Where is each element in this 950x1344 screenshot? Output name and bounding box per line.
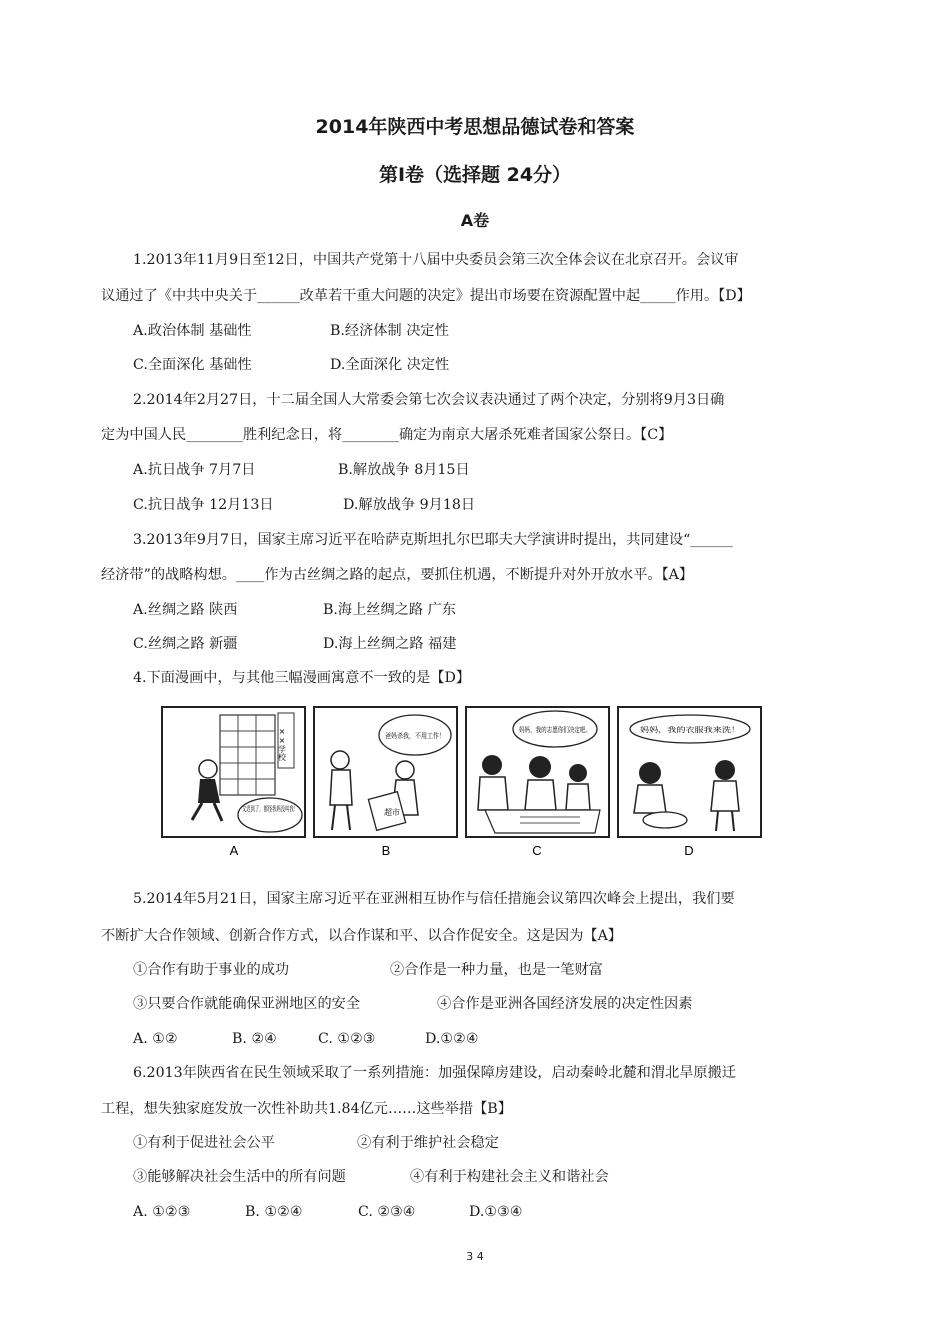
comic-panel-c (466, 707, 609, 837)
q1-line-2: 议通过了《中共中央关于______改革若干重大问题的决定》提出市场要在资源配置中起_____作用。【D】 (101, 288, 751, 304)
panel-c-label: C (532, 843, 542, 858)
q1-option-b: B.经济体制 决定性 (330, 323, 449, 339)
panel-b-label: B (381, 843, 391, 858)
q5-statement-1: ①合作有助于事业的成功 (133, 962, 290, 978)
q5-statement-2: ②合作是一种力量，也是一笔财富 (390, 962, 603, 978)
q6-option-c: C. ②③④ (358, 1204, 416, 1220)
q2-option-d: D.解放战争 9月18日 (343, 497, 476, 513)
q3-option-a: A.丝绸之路 陕西 (133, 602, 238, 618)
q3-option-d: D.海上丝绸之路 福建 (323, 636, 457, 652)
q3-line-1: 3.2013年9月7日，国家主席习近平在哈萨克斯坦扎尔巴耶夫大学演讲时提出，共同建设“______ (133, 532, 733, 548)
q2-option-a: A.抗日战争 7月7日 (133, 462, 256, 478)
q4-line-1: 4.下面漫画中，与其他三幅漫画寓意不一致的是【D】 (133, 670, 471, 686)
q6-option-d: D.①③④ (469, 1204, 523, 1220)
q5-line-2: 不断扩大合作领域、创新合作方式，以合作谋和平、以合作促安全。这是因为【A】 (101, 928, 622, 944)
q1-option-a: A.政治体制 基础性 (133, 323, 252, 339)
q2-option-b: B.解放战争 8月15日 (338, 462, 470, 478)
q3-option-b: B.海上丝绸之路 广东 (323, 602, 456, 618)
q5-option-c: C. ①②③ (318, 1031, 376, 1047)
q6-option-b: B. ①②④ (245, 1204, 303, 1220)
q2-line-2: 定为中国人民________胜利纪念日，将________确定为南京大屠杀死难者国家公祭日。【C】 (101, 427, 673, 443)
q1-option-d: D.全面深化 决定性 (330, 357, 450, 373)
document-title: 2014年陕西中考思想品德试卷和答案 (315, 116, 635, 138)
panel-a-bubble: 又迟到了，都怪我妈没叫我！ (242, 805, 333, 813)
q6-line-2: 工程，想失独家庭发放一次性补助共1.84亿元……这些举措【B】 (101, 1101, 512, 1117)
q6-statement-4: ④有利于构建社会主义和谐社会 (410, 1169, 609, 1185)
q6-statement-1: ①有利于促进社会公平 (133, 1135, 275, 1151)
page-number: 3 4 (466, 1250, 484, 1263)
section-heading: 第Ⅰ卷（选择题 24分） (378, 164, 572, 186)
q6-option-a: A. ①②③ (133, 1204, 191, 1220)
part-heading: A卷 (460, 211, 490, 230)
q1-option-c: C.全面深化 基础性 (133, 357, 252, 373)
panel-d-bubble: 妈妈，我的衣服我来洗！ (640, 726, 717, 734)
q6-line-1: 6.2013年陕西省在民生领域采取了一系列措施：加强保障房建设，启动秦岭北麓和渭北旱原搬迁 (133, 1065, 736, 1081)
q3-line-2: 经济带”的战略构想。____作为古丝绸之路的起点，要抓住机遇，不断提升对外开放水平。【A】 (101, 567, 694, 583)
q3-option-c: C.丝绸之路 新疆 (133, 636, 238, 652)
shopping-bag-label: 超市 (384, 808, 400, 817)
q5-statement-3: ③只要合作就能确保亚洲地区的安全 (133, 996, 361, 1012)
comic-panel-b (314, 707, 457, 837)
q1-line-1: 1.2013年11月9日至12日，中国共产党第十八届中央委员会第三次全体会议在北京召开。会议审 (133, 252, 739, 268)
q5-line-1: 5.2014年5月21日，国家主席习近平在亚洲相互协作与信任措施会议第四次峰会上提出，我们要 (133, 891, 735, 907)
q5-option-d: D.①②④ (425, 1031, 479, 1047)
panel-a-label: A (229, 843, 239, 858)
q5-option-a: A. ①② (133, 1031, 178, 1047)
q6-statement-2: ②有利于维护社会稳定 (357, 1135, 499, 1151)
comic-panel-a (162, 707, 333, 837)
q6-statement-3: ③能够解决社会生活中的所有问题 (133, 1169, 346, 1185)
panel-d-label: D (684, 843, 694, 858)
comic-strip (160, 705, 780, 860)
q5-statement-4: ④合作是亚洲各国经济发展的决定性因素 (437, 996, 693, 1012)
comic-panel-d (618, 707, 761, 837)
panel-c-bubble: 妈妈，我的志愿你们决定吧。 (519, 726, 610, 734)
panel-b-bubble: 爸妈杀我，不用工作！ (385, 732, 455, 740)
q5-option-b: B. ②④ (232, 1031, 277, 1047)
q2-option-c: C.抗日战争 12月13日 (133, 497, 274, 513)
q2-line-1: 2.2014年2月27日，十二届全国人大常委会第七次会议表决通过了两个决定，分别将9月3日确 (133, 392, 725, 408)
school-sign: ××学校 (277, 727, 287, 761)
